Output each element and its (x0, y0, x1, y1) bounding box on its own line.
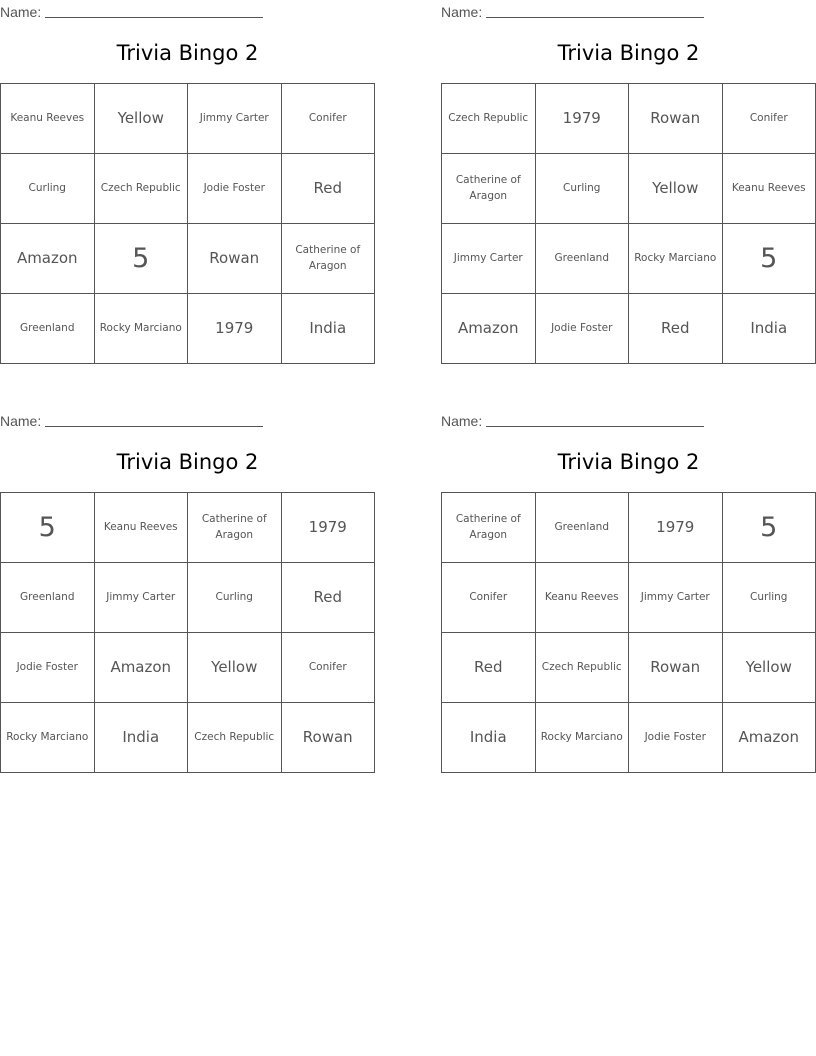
card-title: Trivia Bingo 2 (557, 450, 700, 474)
bingo-cell[interactable]: Curling (535, 154, 629, 224)
grid-row (1, 633, 375, 703)
bingo-cell[interactable]: 1979 (629, 493, 723, 563)
name-field[interactable] (441, 2, 704, 20)
bingo-cell[interactable]: India (281, 294, 375, 364)
bingo-cell[interactable]: Greenland (1, 294, 95, 364)
name-underline (486, 426, 704, 427)
bingo-cell[interactable]: Czech Republic (188, 703, 282, 773)
grid-row (1, 294, 375, 364)
grid-row (442, 154, 816, 224)
grid-row (1, 703, 375, 773)
bingo-cell[interactable]: Yellow (629, 154, 723, 224)
bingo-cell[interactable]: Rocky Marciano (1, 703, 95, 773)
bingo-cell[interactable]: 1979 (188, 294, 282, 364)
bingo-cell[interactable]: Red (442, 633, 536, 703)
grid-row (442, 224, 816, 294)
bingo-cell[interactable]: Czech Republic (535, 633, 629, 703)
name-label: Name: (0, 413, 42, 429)
name-underline (45, 17, 263, 18)
bingo-cell[interactable]: India (722, 294, 816, 364)
bingo-cell[interactable]: 5 (1, 493, 95, 563)
bingo-cell[interactable]: Czech Republic (94, 154, 188, 224)
bingo-grid (0, 83, 375, 364)
bingo-cell[interactable]: Catherine of Aragon (442, 154, 536, 224)
bingo-cell[interactable]: Greenland (535, 493, 629, 563)
bingo-cell[interactable]: 5 (722, 493, 816, 563)
bingo-card-3 (0, 409, 375, 781)
bingo-cell[interactable]: Conifer (281, 633, 375, 703)
bingo-cell[interactable]: Jodie Foster (629, 703, 723, 773)
bingo-cell[interactable]: Curling (188, 563, 282, 633)
bingo-cell[interactable]: Greenland (1, 563, 95, 633)
name-field[interactable] (441, 411, 704, 429)
grid-row (1, 84, 375, 154)
bingo-cell[interactable]: India (442, 703, 536, 773)
bingo-cell[interactable]: Curling (722, 563, 816, 633)
bingo-cell[interactable]: Jodie Foster (188, 154, 282, 224)
grid-row (1, 563, 375, 633)
bingo-card-4 (441, 409, 816, 781)
bingo-cell[interactable]: Red (629, 294, 723, 364)
bingo-cell[interactable]: Rowan (281, 703, 375, 773)
grid-row (442, 294, 816, 364)
name-label: Name: (441, 4, 483, 20)
bingo-cell[interactable]: Rocky Marciano (629, 224, 723, 294)
name-label: Name: (441, 413, 483, 429)
bingo-cell[interactable]: Jimmy Carter (442, 224, 536, 294)
bingo-cell[interactable]: Catherine of Aragon (442, 493, 536, 563)
grid-row (442, 493, 816, 563)
bingo-cell[interactable]: Conifer (281, 84, 375, 154)
bingo-cell[interactable]: Jimmy Carter (188, 84, 282, 154)
bingo-cell[interactable]: Rocky Marciano (94, 294, 188, 364)
name-underline (486, 17, 704, 18)
grid-row (442, 633, 816, 703)
grid-row (442, 703, 816, 773)
name-field[interactable] (0, 411, 263, 429)
bingo-cell[interactable]: Amazon (1, 224, 95, 294)
bingo-cell[interactable]: Keanu Reeves (94, 493, 188, 563)
bingo-cell[interactable]: Rowan (629, 84, 723, 154)
bingo-cell[interactable]: Catherine of Aragon (281, 224, 375, 294)
bingo-cell[interactable]: Yellow (94, 84, 188, 154)
bingo-cell[interactable]: Rowan (188, 224, 282, 294)
bingo-cell[interactable]: Catherine of Aragon (188, 493, 282, 563)
card-title: Trivia Bingo 2 (116, 450, 259, 474)
bingo-cell[interactable]: Red (281, 563, 375, 633)
bingo-cell[interactable]: Rocky Marciano (535, 703, 629, 773)
bingo-cell[interactable]: Czech Republic (442, 84, 536, 154)
bingo-cell[interactable]: 1979 (535, 84, 629, 154)
name-field[interactable] (0, 2, 263, 20)
bingo-grid (441, 492, 816, 773)
bingo-cell[interactable]: 1979 (281, 493, 375, 563)
bingo-cell[interactable]: Jodie Foster (1, 633, 95, 703)
bingo-cell[interactable]: Curling (1, 154, 95, 224)
card-title: Trivia Bingo 2 (116, 41, 259, 65)
bingo-cell[interactable]: Amazon (722, 703, 816, 773)
bingo-cell[interactable]: Rowan (629, 633, 723, 703)
bingo-grid (441, 83, 816, 364)
bingo-cell[interactable]: Greenland (535, 224, 629, 294)
grid-row (442, 563, 816, 633)
bingo-cell[interactable]: Red (281, 154, 375, 224)
grid-row (442, 84, 816, 154)
name-label: Name: (0, 4, 42, 20)
bingo-grid (0, 492, 375, 773)
bingo-cell[interactable]: Conifer (442, 563, 536, 633)
bingo-card-2 (441, 0, 816, 372)
bingo-cell[interactable]: Jimmy Carter (629, 563, 723, 633)
grid-row (1, 224, 375, 294)
bingo-card-1 (0, 0, 375, 372)
card-title: Trivia Bingo 2 (557, 41, 700, 65)
bingo-cell[interactable]: Jimmy Carter (94, 563, 188, 633)
grid-row (1, 154, 375, 224)
bingo-cell[interactable]: Yellow (722, 633, 816, 703)
bingo-cell[interactable]: India (94, 703, 188, 773)
bingo-cell[interactable]: Conifer (722, 84, 816, 154)
bingo-cell[interactable]: 5 (722, 224, 816, 294)
bingo-cell[interactable]: Keanu Reeves (535, 563, 629, 633)
bingo-cell[interactable]: Keanu Reeves (1, 84, 95, 154)
bingo-cell[interactable]: Jodie Foster (535, 294, 629, 364)
name-underline (45, 426, 263, 427)
bingo-cell[interactable]: Yellow (188, 633, 282, 703)
grid-row (1, 493, 375, 563)
bingo-cell[interactable]: Keanu Reeves (722, 154, 816, 224)
bingo-cell[interactable]: Amazon (442, 294, 536, 364)
bingo-cell[interactable]: Amazon (94, 633, 188, 703)
bingo-cell[interactable]: 5 (94, 224, 188, 294)
